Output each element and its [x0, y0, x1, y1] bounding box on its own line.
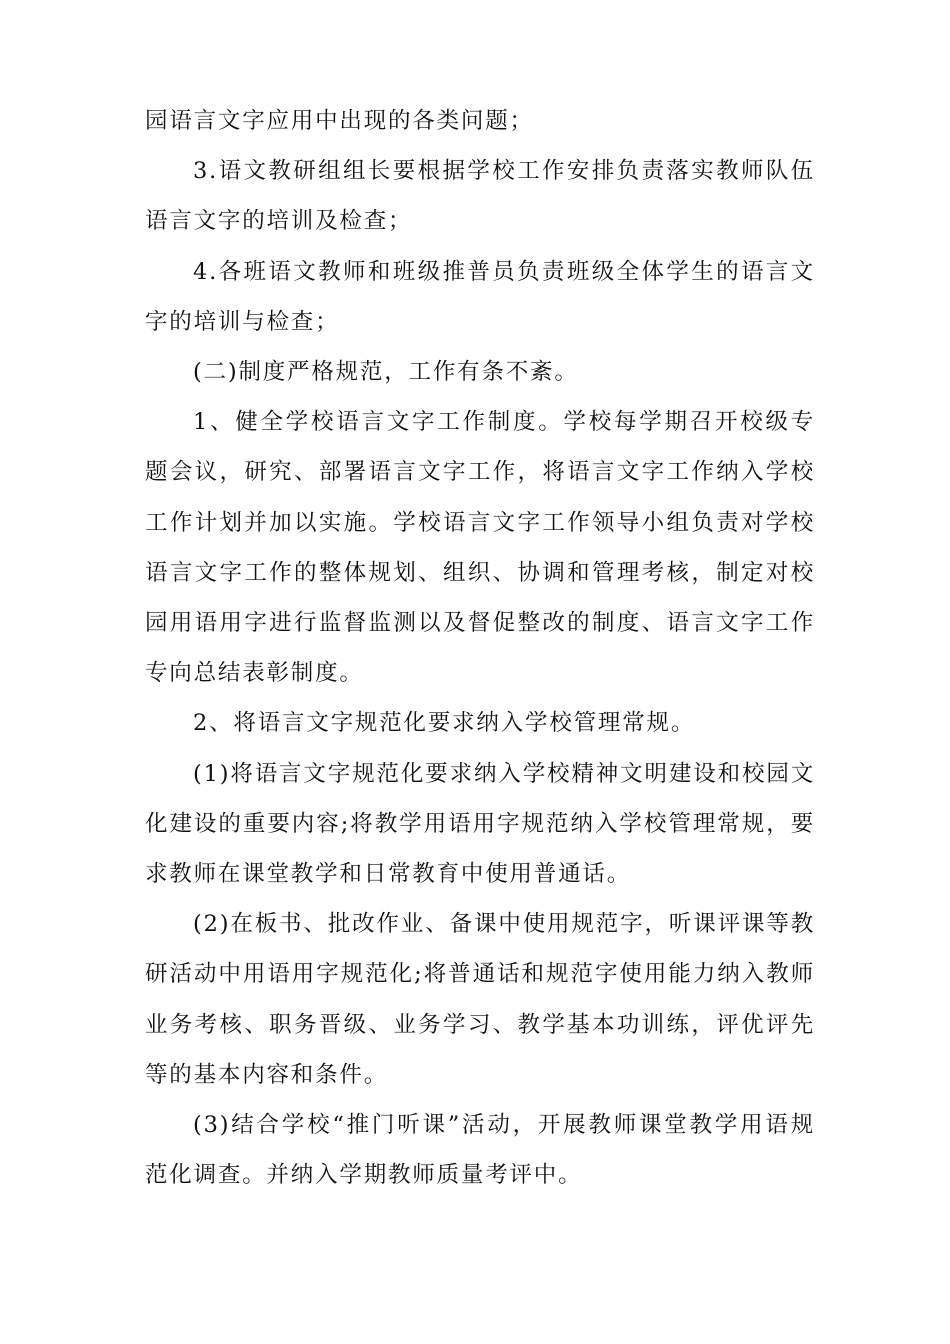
paragraph-4: (二)制度严格规范，工作有条不紊。: [193, 359, 579, 386]
paragraph-8: (2)在板书、批改作业、备课中使用规范字，听课评课等教研活动中用语用字规范化;将普通话和规范字使用能力纳入教师业务考核、职务晋级、业务学习、教学基本功训练，评优评先等的基本内容和条件。: [145, 911, 815, 1088]
paragraph-3: 4.各班语文教师和班级推普员负责班级全体学生的语言文字的培训与检查；: [145, 258, 815, 335]
document-body: [145, 96, 815, 1200]
paragraph-9: (3)结合学校“推门听课”活动，开展教师课堂教学用语规范化调查。并纳入学期教师质量考评中。: [145, 1112, 815, 1189]
paragraph-5: 1、健全学校语言文字工作制度。学校每学期召开校级专题会议，研究、部署语言文字工作，将语言文字工作纳入学校工作计划并加以实施。学校语言文字工作领导小组负责对学校语言文字工作的整体规划、组织、协调和管理考核，制定对校园用语用字进行监督监测以及督促整改的制度、语言文字工作专向总结表彰制度。: [145, 409, 815, 687]
paragraph-7: (1)将语言文字规范化要求纳入学校精神文明建设和校园文化建设的重要内容;将教学用语用字规范纳入学校管理常规，要求教师在课堂教学和日常教育中使用普通话。: [145, 760, 815, 888]
paragraph-6: 2、将语言文字规范化要求纳入学校管理常规。: [193, 710, 696, 737]
paragraph-2: 3.语文教研组组长要根据学校工作安排负责落实教师队伍语言文字的培训及检查；: [145, 158, 815, 235]
paragraph-1: 园语言文字应用中出现的各类问题；: [145, 108, 534, 134]
